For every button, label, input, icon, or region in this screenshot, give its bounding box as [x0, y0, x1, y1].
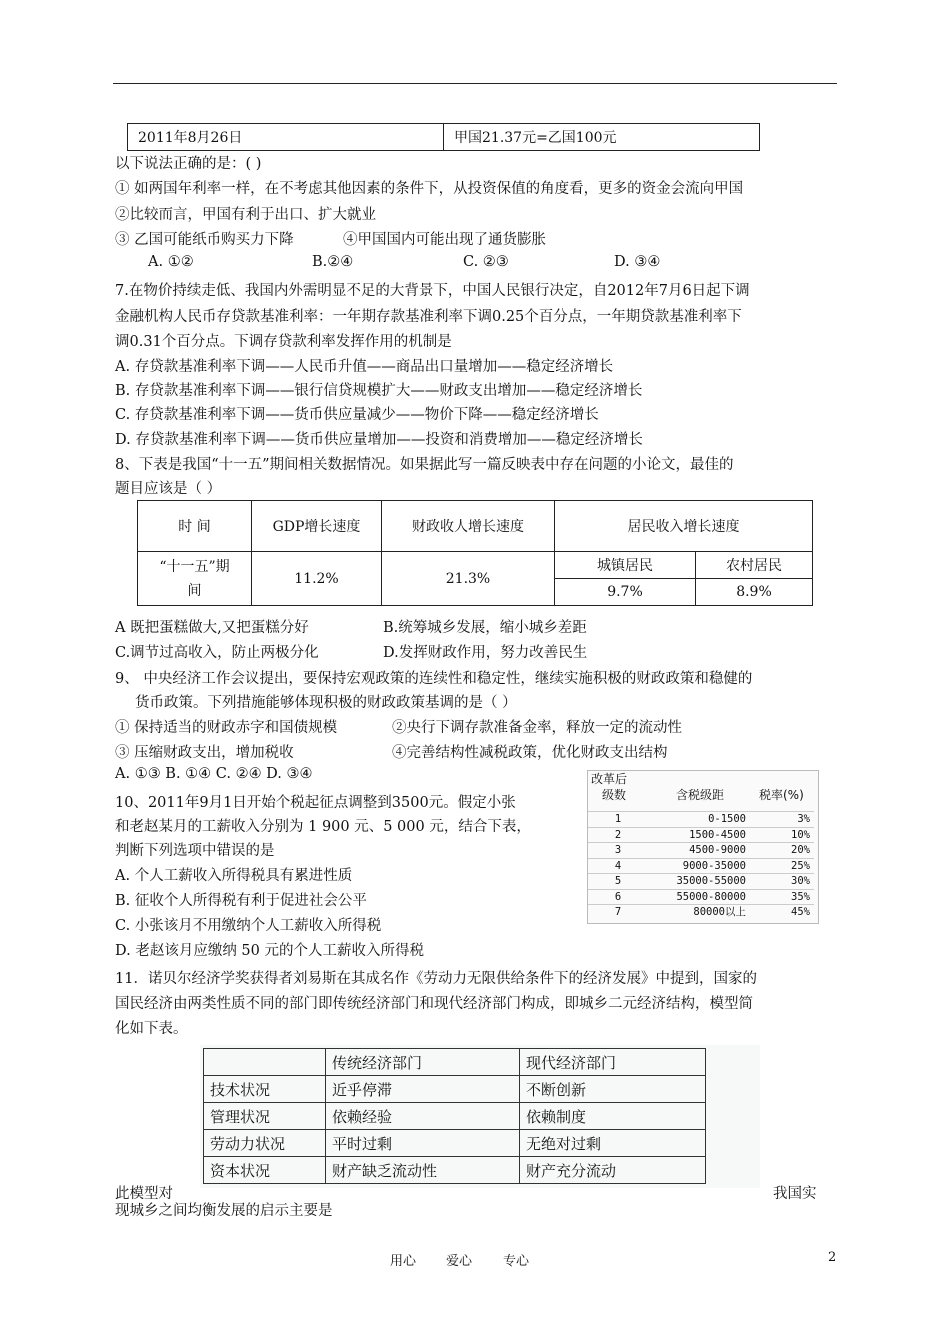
q7-line2: 金融机构人民币存贷款基准利率：一年期存款基准利率下调0.25个百分点，一年期贷款基准利率下 — [115, 309, 742, 325]
q9-o2: ②央行下调存款准备金率，释放一定的流动性 — [392, 720, 682, 736]
q11-r3-c1: 财产缺乏流动性 — [326, 1157, 520, 1184]
q11-r1-c0: 管理状况 — [204, 1103, 326, 1130]
q10-c: C. 小张该月不用缴纳个人工薪收入所得税 — [115, 918, 382, 934]
tax-rate: 35% — [750, 889, 814, 904]
q9-line1: 9、 中央经济工作会议提出，要保持宏观政策的连续性和稳定性，继续实施积极的财政政策和稳健的 — [115, 671, 753, 687]
q6-opt4: ④甲国国内可能出现了通货膨胀 — [343, 232, 546, 248]
q8-table — [137, 500, 813, 606]
tax-rate: 30% — [750, 873, 814, 888]
q11-r0-c0: 技术状况 — [204, 1076, 326, 1103]
q11-tail-left: 此模型对 — [115, 1186, 173, 1202]
footer-text3: 专心 — [503, 1254, 530, 1269]
q11-r0-c2: 不断创新 — [520, 1076, 706, 1103]
tax-rate: 45% — [750, 904, 814, 919]
q11-h-blank — [204, 1049, 326, 1076]
tax-range: 55000-80000 — [648, 889, 750, 904]
exchange-rate: 甲国21.37元=乙国100元 — [444, 124, 760, 151]
q11-r3-c0: 资本状况 — [204, 1157, 326, 1184]
q9-o3: ③ 压缩财政支出，增加税收 — [115, 745, 294, 761]
footer-text2: 爱心 — [446, 1254, 473, 1269]
q6-opt1: ① 如两国年利率一样，在不考虑其他因素的条件下，从投资保值的角度看，更多的资金会流向甲国 — [115, 181, 744, 197]
q11-r3-c2: 财产充分流动 — [520, 1157, 706, 1184]
q6-choice-d: D. ③④ — [614, 254, 661, 270]
tax-h-level: 级数 — [602, 788, 627, 802]
tax-h-range: 含税级距 — [676, 788, 725, 802]
q10-b: B. 征收个人所得税有利于促进社会公平 — [115, 893, 367, 909]
q8-line1: 8、下表是我国“十一五”期间相关数据情况。如果据此写一篇反映表中存在问题的小论文，最佳的 — [115, 457, 734, 473]
q7-d: D. 存贷款基准利率下调——货币供应量增加——投资和消费增加——稳定经济增长 — [115, 432, 643, 448]
q9-choices: A. ①③ B. ①④ C. ②④ D. ③④ — [115, 766, 313, 782]
q11-r2-c2: 无绝对过剩 — [520, 1130, 706, 1157]
q8-opt-c: C.调节过高收入，防止两极分化 — [115, 645, 319, 661]
q11-r0-c1: 近乎停滞 — [326, 1076, 520, 1103]
q8-period-a: “十一五”期 — [159, 558, 230, 575]
tax-range: 80000以上 — [648, 904, 750, 919]
footer-text1: 用心 — [390, 1254, 417, 1269]
tax-level: 1 — [588, 811, 648, 826]
q11-line2: 国民经济由两类性质不同的部门即传统经济部门和现代经济部门构成，即城乡二元经济结构，模型简 — [115, 996, 753, 1012]
q8-rural: 8.9% — [696, 579, 813, 606]
header-rule — [113, 83, 837, 84]
tax-range: 35000-55000 — [648, 873, 750, 888]
tax-level: 4 — [588, 858, 648, 873]
tax-range: 9000-35000 — [648, 858, 750, 873]
q8-opt-b: B.统筹城乡发展，缩小城乡差距 — [383, 620, 587, 636]
q7-b: B. 存贷款基准利率下调——银行信贷规模扩大——财政支出增加——稳定经济增长 — [115, 383, 643, 399]
q8-period — [138, 552, 252, 606]
tax-rate: 25% — [750, 858, 814, 873]
tax-range: 4500-9000 — [648, 842, 750, 857]
tax-level: 7 — [588, 904, 648, 919]
q8-period-b: 间 — [187, 582, 202, 599]
q11-line3: 化如下表。 — [115, 1021, 188, 1037]
q8-line2: 题目应该是（ ） — [115, 481, 222, 497]
q8-h-gdp: GDP增长速度 — [252, 501, 382, 552]
q11-r1-c1: 依赖经验 — [326, 1103, 520, 1130]
q10-d: D. 老赵该月应缴纳 50 元的个人工薪收入所得税 — [115, 943, 424, 959]
q10-line2: 和老赵某月的工薪收入分别为 1 900 元、5 000 元，结合下表， — [115, 819, 531, 835]
tax-table — [587, 770, 819, 924]
q8-urban: 9.7% — [555, 579, 696, 606]
q11-r1-c2: 依赖制度 — [520, 1103, 706, 1130]
tax-range: 0-1500 — [648, 811, 750, 826]
exchange-table — [127, 123, 760, 151]
q7-line1: 7.在物价持续走低、我国内外需明显不足的大背景下，中国人民银行决定，自2012年7月6日起下调 — [115, 283, 750, 299]
q7-line3: 调0.31个百分点。下调存贷款利率发挥作用的机制是 — [115, 334, 452, 350]
tax-level: 3 — [588, 842, 648, 857]
q8-opt-d: D.发挥财政作用，努力改善民生 — [383, 645, 588, 661]
q6-choice-a: A. ①② — [148, 254, 194, 270]
q11-r2-c1: 平时过剩 — [326, 1130, 520, 1157]
q9-o1: ① 保持适当的财政赤字和国债规模 — [115, 720, 338, 736]
q10-line1: 10、2011年9月1日开始个税起征点调整到3500元。假定小张 — [115, 795, 516, 811]
page-number: 2 — [828, 1250, 837, 1265]
q10-line3: 判断下列选项中错误的是 — [115, 843, 275, 859]
q6-opt3: ③ 乙国可能纸币购买力下降 — [115, 232, 294, 248]
tax-title: 改革后 — [591, 772, 628, 786]
tax-rate: 20% — [750, 842, 814, 857]
q9-o4: ④完善结构性减税政策，优化财政支出结构 — [392, 745, 668, 761]
q11-h-trad: 传统经济部门 — [326, 1049, 520, 1076]
q8-h-rural: 农村居民 — [696, 552, 813, 579]
tax-h-rate: 税率(%) — [759, 788, 804, 802]
q6-choice-c: C. ②③ — [463, 254, 509, 270]
q11-tail-line2: 现城乡之间均衡发展的启示主要是 — [115, 1203, 333, 1219]
tax-range: 1500-4500 — [648, 827, 750, 842]
q11-tail-right: 我国实 — [773, 1186, 817, 1202]
q6-choice-b: B.②④ — [312, 254, 354, 270]
q9-line2: 货币政策。下列措施能够体现积极的财政政策基调的是（ ） — [135, 695, 517, 711]
q8-gdp: 11.2% — [252, 552, 382, 606]
q8-h-urban: 城镇居民 — [555, 552, 696, 579]
q8-fiscal: 21.3% — [382, 552, 555, 606]
q7-c: C. 存贷款基准利率下调——货币供应量减少——物价下降——稳定经济增长 — [115, 407, 599, 423]
q6-stem: 以下说法正确的是：( ) — [115, 156, 262, 172]
q7-a: A. 存贷款基准利率下调——人民币升值——商品出口量增加——稳定经济增长 — [115, 359, 614, 375]
q10-a: A. 个人工薪收入所得税具有累进性质 — [115, 868, 353, 884]
tax-level: 6 — [588, 889, 648, 904]
q11-r2-c0: 劳动力状况 — [204, 1130, 326, 1157]
q8-h-time: 时 间 — [138, 501, 252, 552]
q8-h-fiscal: 财政收人增长速度 — [382, 501, 555, 552]
q8-opt-a: A 既把蛋糕做大,又把蛋糕分好 — [115, 620, 309, 636]
tax-rate: 3% — [750, 811, 814, 826]
q8-h-income: 居民收入增长速度 — [555, 501, 813, 552]
tax-level: 2 — [588, 827, 648, 842]
exchange-date: 2011年8月26日 — [128, 124, 444, 151]
q11-h-mod: 现代经济部门 — [520, 1049, 706, 1076]
q11-table — [203, 1048, 706, 1184]
q6-opt2: ②比较而言，甲国有利于出口、扩大就业 — [115, 207, 376, 223]
tax-rate: 10% — [750, 827, 814, 842]
tax-level: 5 — [588, 873, 648, 888]
q11-line1: 11．诺贝尔经济学奖获得者刘易斯在其成名作《劳动力无限供给条件下的经济发展》中提到，国家的 — [115, 971, 757, 987]
